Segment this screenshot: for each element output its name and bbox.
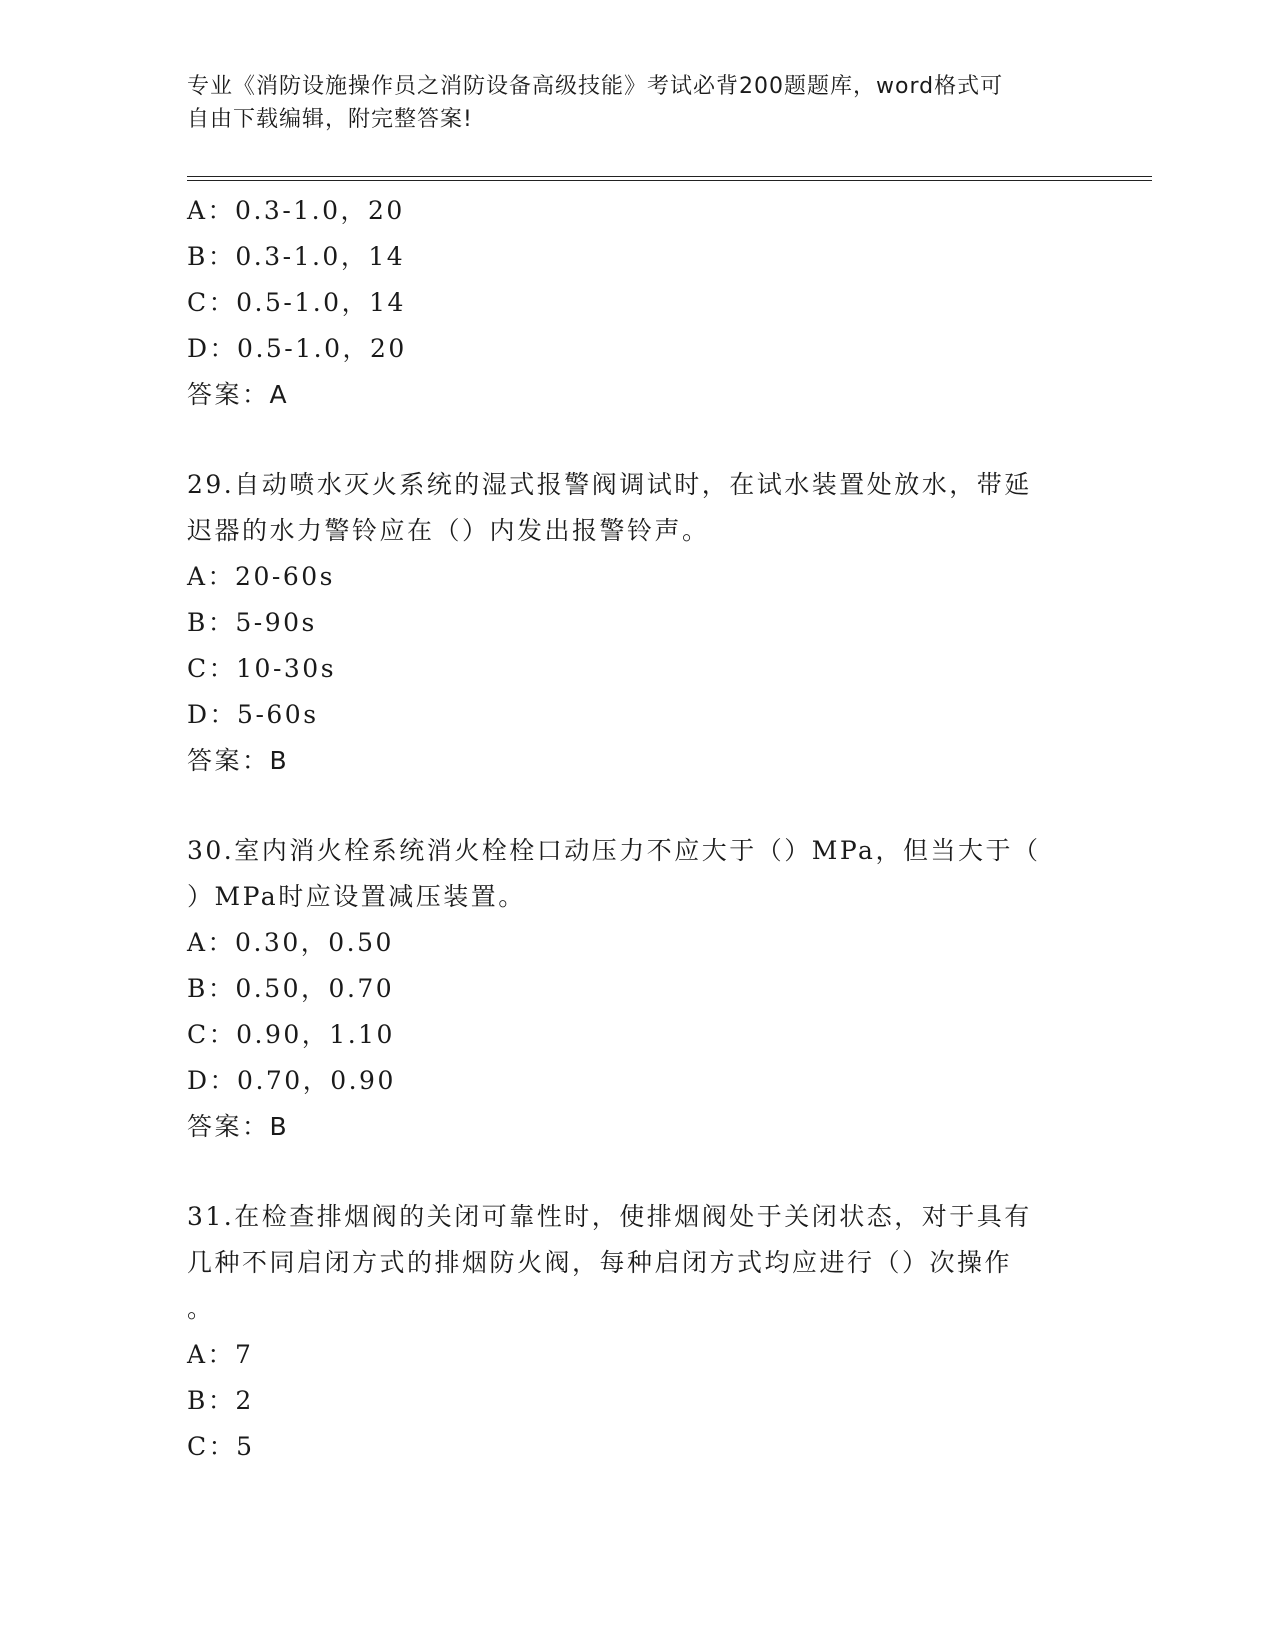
header-line-1: 专业《消防设施操作员之消防设备高级技能》考试必背200题题库，word格式可 xyxy=(187,74,1004,99)
header-line-2: 自由下载编辑，附完整答案! xyxy=(187,107,473,132)
question-text-line-3: 。 xyxy=(187,1294,215,1323)
question-list xyxy=(187,188,1087,1470)
option-b: B：5-90s xyxy=(187,608,317,637)
question-text-line-1: 29.自动喷水灭火系统的湿式报警阀调试时，在试水装置处放水，带延 xyxy=(187,470,1032,499)
answer-line: 答案：B xyxy=(187,746,290,775)
option-d: D：0.5-1.0，20 xyxy=(187,334,407,363)
question-text-line-1: 31.在检查排烟阀的关闭可靠性时，使排烟阀处于关闭状态，对于具有 xyxy=(187,1202,1032,1231)
question-text-line-2: 几种不同启闭方式的排烟防火阀，每种启闭方式均应进行（）次操作 xyxy=(187,1248,1013,1277)
answer-line: 答案：A xyxy=(187,380,290,409)
option-c: C：10-30s xyxy=(187,654,337,683)
question-text-line-2: ）MPa时应设置减压装置。 xyxy=(187,882,526,911)
option-a: A：0.30，0.50 xyxy=(187,928,394,957)
header-divider-bottom xyxy=(187,180,1152,181)
option-a: A：20-60s xyxy=(187,562,335,591)
option-b: B：0.3-1.0，14 xyxy=(187,242,406,271)
header-divider-top xyxy=(187,176,1152,177)
question-text-line-2: 迟器的水力警铃应在（）内发出报警铃声。 xyxy=(187,516,710,545)
option-b: B：0.50，0.70 xyxy=(187,974,395,1003)
option-c: C：0.90，1.10 xyxy=(187,1020,395,1049)
question-30 xyxy=(187,828,1087,1150)
option-d: D：0.70，0.90 xyxy=(187,1066,396,1095)
question-31 xyxy=(187,1194,1087,1470)
option-a: A：7 xyxy=(187,1340,254,1369)
option-a: A：0.3-1.0，20 xyxy=(187,196,405,225)
document-header xyxy=(187,70,1087,136)
option-d: D：5-60s xyxy=(187,700,319,729)
answer-line: 答案：B xyxy=(187,1112,290,1141)
question-28-tail xyxy=(187,188,1087,418)
option-b: B：2 xyxy=(187,1386,254,1415)
question-29 xyxy=(187,462,1087,784)
question-text-line-1: 30.室内消火栓系统消火栓栓口动压力不应大于（）MPa，但当大于（ xyxy=(187,836,1041,865)
option-c: C：0.5-1.0，14 xyxy=(187,288,406,317)
option-c: C：5 xyxy=(187,1432,255,1461)
